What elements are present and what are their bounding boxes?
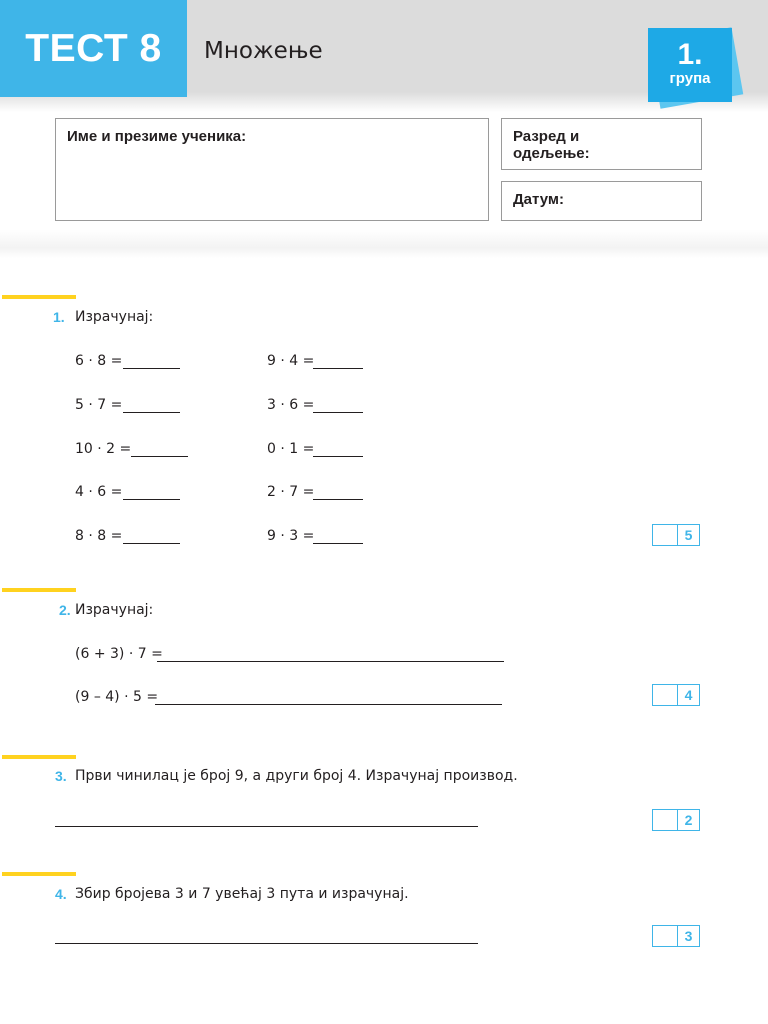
q1-right-expr-4: 2 · 7 = [267, 484, 315, 500]
question-3-number: 3. [55, 768, 67, 784]
q1-right-expr-2: 3 · 6 = [267, 397, 315, 413]
q1-left-expr-4: 4 · 6 = [75, 484, 123, 500]
q1-left-answer-2[interactable] [123, 412, 180, 413]
q2-answer-2[interactable] [155, 704, 502, 705]
date-field[interactable] [501, 181, 702, 221]
q2-expr-1: (6 + 3) · 7 = [75, 646, 163, 662]
question-3-prompt: Први чинилац је број 9, а други број 4. Израчунај производ. [75, 768, 518, 784]
question-2-score-box[interactable] [652, 684, 700, 706]
q1-left-expr-2: 5 · 7 = [75, 397, 123, 413]
student-name-field[interactable] [55, 118, 489, 221]
question-1-number: 1. [53, 309, 65, 325]
q1-right-expr-1: 9 · 4 = [267, 353, 315, 369]
question-3-points: 2 [684, 812, 693, 828]
question-3-score-box[interactable] [652, 809, 700, 831]
q2-expr-2: (9 – 4) · 5 = [75, 689, 159, 705]
q2-answer-1[interactable] [157, 661, 504, 662]
question-2-number: 2. [59, 602, 71, 618]
q1-right-answer-4[interactable] [313, 499, 363, 500]
q1-left-answer-5[interactable] [123, 543, 180, 544]
date-label: Датум: [513, 191, 564, 208]
class-label [513, 128, 590, 162]
q1-right-expr-5: 9 · 3 = [267, 528, 315, 544]
student-name-label: Име и презиме ученика: [67, 128, 247, 145]
q1-right-expr-3: 0 · 1 = [267, 441, 315, 457]
q1-right-answer-1[interactable] [313, 368, 363, 369]
q1-right-answer-2[interactable] [313, 412, 363, 413]
question-2-points: 4 [684, 687, 693, 703]
group-badge [648, 28, 732, 102]
question-4-score-box[interactable] [652, 925, 700, 947]
test-label: ТЕСТ 8 [0, 0, 187, 97]
class-label-line1: Разред и [513, 128, 580, 145]
question-4-number: 4. [55, 886, 67, 902]
question-1-prompt: Израчунај: [75, 309, 154, 325]
question-4-prompt: Збир бројева 3 и 7 увећај 3 пута и израчунај. [75, 886, 409, 902]
question-2-marker [2, 588, 76, 592]
q1-left-answer-4[interactable] [123, 499, 180, 500]
q1-right-answer-3[interactable] [313, 456, 363, 457]
q1-right-answer-5[interactable] [313, 543, 363, 544]
q1-left-expr-1: 6 · 8 = [75, 353, 123, 369]
question-1-marker [2, 295, 76, 299]
question-4-marker [2, 872, 76, 876]
question-4-points: 3 [684, 928, 693, 944]
question-2-prompt: Израчунај: [75, 602, 154, 618]
q4-answer[interactable] [55, 943, 478, 944]
group-word: група [669, 70, 711, 87]
q1-left-answer-1[interactable] [123, 368, 180, 369]
q1-left-expr-5: 8 · 8 = [75, 528, 123, 544]
q1-left-expr-3: 10 · 2 = [75, 441, 132, 457]
class-label-line2: одељење: [513, 145, 590, 162]
topic-title: Множење [204, 38, 323, 64]
question-3-marker [2, 755, 76, 759]
q3-answer[interactable] [55, 826, 478, 827]
question-1-points: 5 [684, 527, 693, 543]
q1-left-answer-3[interactable] [131, 456, 188, 457]
question-1-score-box[interactable] [652, 524, 700, 546]
class-field[interactable] [501, 118, 702, 170]
group-number: 1. [677, 38, 703, 71]
